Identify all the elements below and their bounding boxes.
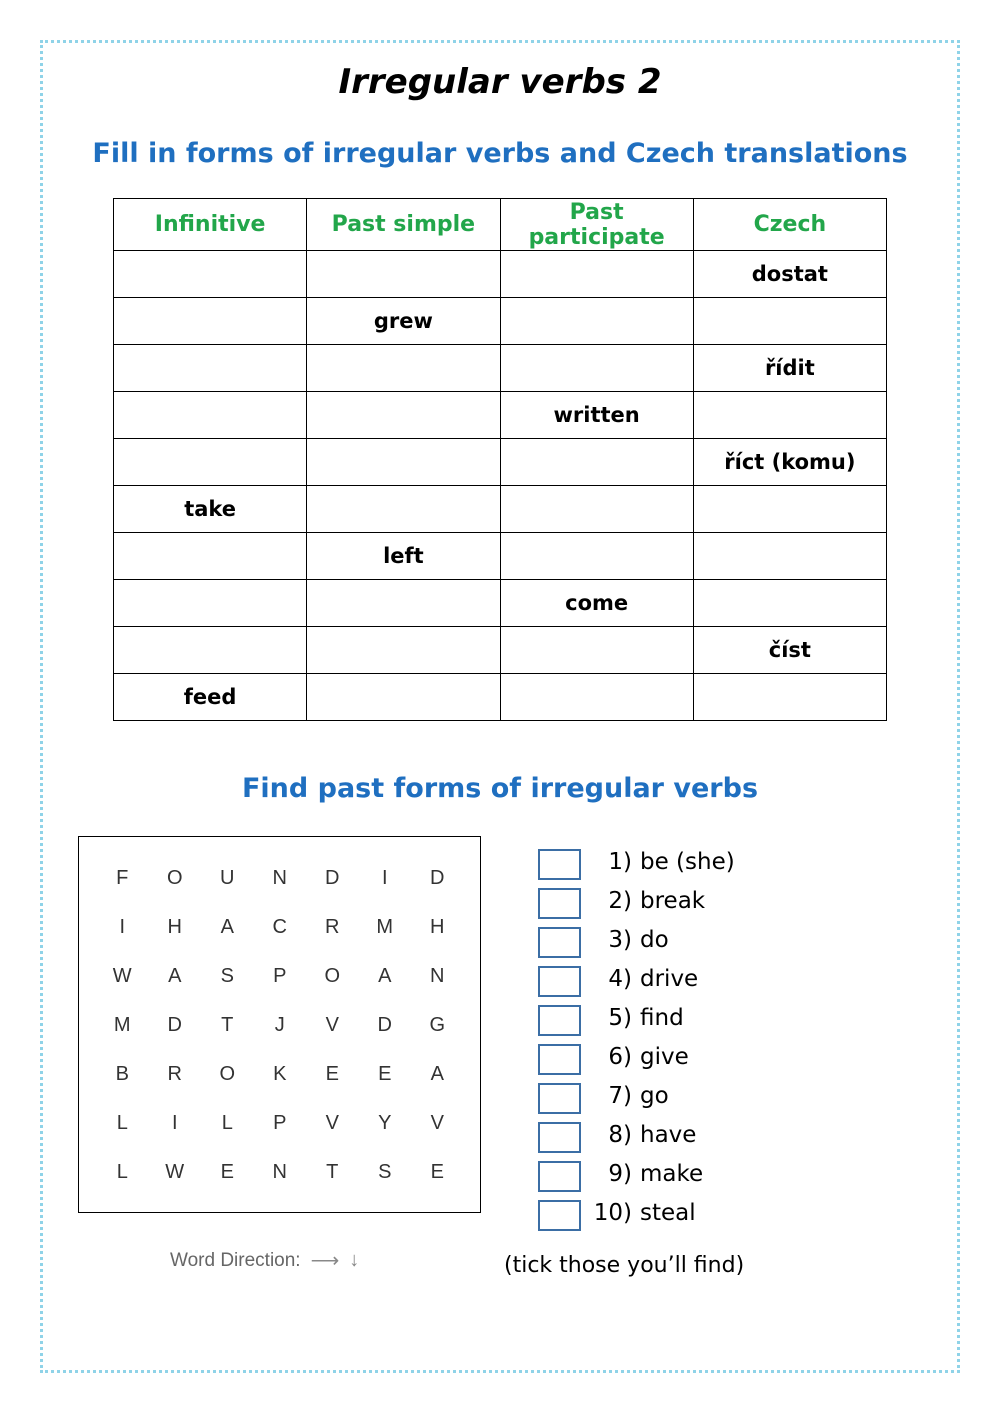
grid-letter[interactable]: E: [378, 1063, 392, 1085]
blank-answer-cell[interactable]: [500, 627, 693, 674]
checklist-number: 10): [593, 1200, 632, 1226]
blank-answer-cell[interactable]: [500, 486, 693, 533]
blank-answer-cell[interactable]: [307, 486, 500, 533]
tick-checkbox[interactable]: [538, 1005, 581, 1036]
grid-letter[interactable]: M: [376, 916, 394, 938]
table-row: [114, 533, 887, 580]
checklist-label: [590, 1122, 800, 1148]
blank-answer-cell[interactable]: [114, 251, 307, 298]
grid-letter[interactable]: K: [273, 1063, 287, 1085]
blank-answer-cell[interactable]: [114, 439, 307, 486]
checklist-item: [538, 963, 838, 1002]
tick-checkbox[interactable]: [538, 1161, 581, 1192]
checklist-label: [590, 1161, 800, 1187]
grid-row: [96, 1152, 464, 1201]
blank-answer-cell[interactable]: [307, 345, 500, 392]
section-heading-fill-in: Fill in forms of irregular verbs and Czech translations: [92, 138, 908, 169]
grid-letter[interactable]: E: [430, 1161, 444, 1183]
tick-checkbox[interactable]: [538, 1122, 581, 1153]
arrow-down-icon: ↓: [349, 1249, 360, 1271]
table-row: [114, 298, 887, 345]
blank-answer-cell[interactable]: [693, 580, 886, 627]
grid-letter[interactable]: N: [272, 867, 287, 889]
grid-row: [96, 907, 464, 956]
blank-answer-cell[interactable]: [307, 251, 500, 298]
grid-letter[interactable]: S: [220, 965, 234, 987]
checklist-label: [590, 966, 800, 992]
blank-answer-cell[interactable]: [500, 298, 693, 345]
arrow-right-icon: ⟶: [310, 1250, 340, 1272]
checklist-item: [538, 885, 838, 924]
tick-note: (tick those you’ll find): [504, 1253, 745, 1278]
table-cell: left: [307, 533, 500, 580]
checklist-word: break: [640, 888, 706, 914]
grid-letter[interactable]: D: [167, 1014, 182, 1036]
blank-answer-cell[interactable]: [693, 298, 886, 345]
grid-row: [96, 956, 464, 1005]
grid-letter[interactable]: L: [116, 1112, 128, 1134]
checklist-number: 2): [608, 888, 632, 914]
blank-answer-cell[interactable]: [693, 392, 886, 439]
checklist-word: have: [640, 1122, 697, 1148]
section-heading-find: Find past forms of irregular verbs: [241, 773, 759, 804]
checklist-word: steal: [640, 1200, 696, 1226]
blank-answer-cell[interactable]: [114, 580, 307, 627]
column-header-past-simple: Past simple: [307, 199, 500, 251]
tick-checkbox[interactable]: [538, 888, 581, 919]
blank-answer-cell[interactable]: [307, 392, 500, 439]
table-row: [114, 251, 887, 298]
checklist-item: [538, 1041, 838, 1080]
table-row: [114, 439, 887, 486]
checklist-number: 5): [608, 1005, 632, 1031]
checklist-item: [538, 1119, 838, 1158]
checklist-number: 9): [608, 1161, 632, 1187]
grid-letter[interactable]: H: [430, 916, 445, 938]
column-header-czech: Czech: [693, 199, 886, 251]
grid-letter[interactable]: W: [165, 1161, 185, 1183]
grid-letter[interactable]: R: [325, 916, 340, 938]
grid-letter[interactable]: E: [220, 1161, 234, 1183]
grid-letter[interactable]: F: [116, 867, 129, 889]
tick-checkbox[interactable]: [538, 849, 581, 880]
checklist-label: [590, 1083, 800, 1109]
checklist-label: [590, 1044, 800, 1070]
blank-answer-cell[interactable]: [500, 674, 693, 721]
grid-letter[interactable]: V: [430, 1112, 444, 1134]
grid-letter[interactable]: Y: [378, 1112, 392, 1134]
table-row: [114, 392, 887, 439]
grid-letter[interactable]: L: [116, 1161, 128, 1183]
blank-answer-cell[interactable]: [693, 674, 886, 721]
grid-letter[interactable]: J: [274, 1014, 285, 1036]
checklist-item: [538, 846, 838, 885]
checklist-item: [538, 1158, 838, 1197]
word-direction-label: Word Direction:: [170, 1249, 301, 1271]
grid-letter[interactable]: T: [221, 1014, 234, 1036]
grid-letter[interactable]: O: [219, 1063, 236, 1085]
table-cell: come: [500, 580, 693, 627]
checklist-word: find: [640, 1005, 684, 1031]
grid-letter[interactable]: D: [325, 867, 340, 889]
checklist-item: [538, 1197, 838, 1236]
grid-letter[interactable]: S: [378, 1161, 392, 1183]
checklist-word: drive: [640, 966, 699, 992]
blank-answer-cell[interactable]: [693, 486, 886, 533]
grid-letter[interactable]: I: [119, 916, 126, 938]
checklist-number: 8): [608, 1122, 632, 1148]
table-row: [114, 674, 887, 721]
table-cell: take: [114, 486, 307, 533]
table-cell: říct (komu): [693, 439, 886, 486]
table-row: [114, 486, 887, 533]
checklist-number: 7): [608, 1083, 632, 1109]
column-header-infinitive: Infinitive: [114, 199, 307, 251]
tick-checkbox[interactable]: [538, 927, 581, 958]
checklist-item: [538, 1080, 838, 1119]
column-header-past-participate: Past participate: [500, 199, 693, 251]
grid-letter[interactable]: W: [112, 965, 132, 987]
grid-letter[interactable]: O: [324, 965, 341, 987]
grid-letter[interactable]: M: [113, 1014, 131, 1036]
checklist-label: [590, 849, 800, 875]
checklist-label: [590, 1200, 800, 1226]
table-row: [114, 345, 887, 392]
verb-checklist: [538, 846, 838, 1236]
checklist-word: go: [640, 1083, 669, 1109]
checklist-word: be (she): [640, 849, 735, 875]
checklist-word: make: [640, 1161, 704, 1187]
blank-answer-cell[interactable]: [114, 345, 307, 392]
blank-answer-cell[interactable]: [500, 439, 693, 486]
checklist-item: [538, 924, 838, 963]
grid-letter[interactable]: C: [272, 916, 287, 938]
blank-answer-cell[interactable]: [500, 345, 693, 392]
checklist-word: do: [640, 927, 669, 953]
grid-letter[interactable]: U: [220, 867, 235, 889]
checklist-label: [590, 927, 800, 953]
grid-letter[interactable]: D: [377, 1014, 392, 1036]
tick-checkbox[interactable]: [538, 966, 581, 997]
tick-checkbox[interactable]: [538, 1044, 581, 1075]
checklist-word: give: [640, 1044, 689, 1070]
grid-letter[interactable]: I: [381, 867, 388, 889]
blank-answer-cell[interactable]: [307, 674, 500, 721]
grid-letter[interactable]: B: [115, 1063, 129, 1085]
table-cell: číst: [693, 627, 886, 674]
word-search-grid: [78, 836, 481, 1213]
table-cell: dostat: [693, 251, 886, 298]
blank-answer-cell[interactable]: [307, 580, 500, 627]
grid-letter[interactable]: G: [429, 1014, 446, 1036]
grid-row: [96, 1054, 464, 1103]
table-cell: feed: [114, 674, 307, 721]
tick-checkbox[interactable]: [538, 1083, 581, 1114]
checklist-label: [590, 888, 800, 914]
checklist-label: [590, 1005, 800, 1031]
table-cell: řídit: [693, 345, 886, 392]
grid-letter[interactable]: P: [273, 965, 287, 987]
grid-letter[interactable]: O: [166, 867, 183, 889]
table-cell: written: [500, 392, 693, 439]
blank-answer-cell[interactable]: [307, 439, 500, 486]
blank-answer-cell[interactable]: [114, 298, 307, 345]
blank-answer-cell[interactable]: [500, 251, 693, 298]
table-header-row: [114, 199, 887, 251]
checklist-number: 4): [608, 966, 632, 992]
grid-letter[interactable]: R: [167, 1063, 182, 1085]
grid-letter[interactable]: V: [325, 1014, 339, 1036]
grid-letter[interactable]: H: [167, 916, 182, 938]
grid-letter[interactable]: A: [220, 916, 234, 938]
grid-letter[interactable]: L: [221, 1112, 233, 1134]
grid-letter[interactable]: D: [430, 867, 445, 889]
blank-answer-cell[interactable]: [114, 533, 307, 580]
word-direction: [170, 1248, 359, 1273]
verb-forms-table: [113, 198, 887, 721]
table-cell: grew: [307, 298, 500, 345]
grid-letter[interactable]: P: [273, 1112, 287, 1134]
blank-answer-cell[interactable]: [114, 627, 307, 674]
blank-answer-cell[interactable]: [307, 627, 500, 674]
grid-letter[interactable]: V: [325, 1112, 339, 1134]
checklist-number: 1): [608, 849, 632, 875]
grid-letter[interactable]: A: [168, 965, 182, 987]
grid-row: [96, 1103, 464, 1152]
grid-letter[interactable]: A: [378, 965, 392, 987]
grid-letter[interactable]: A: [430, 1063, 444, 1085]
checklist-number: 3): [608, 927, 632, 953]
grid-row: [96, 858, 464, 907]
blank-answer-cell[interactable]: [500, 533, 693, 580]
checklist-item: [538, 1002, 838, 1041]
grid-letter[interactable]: T: [326, 1161, 339, 1183]
grid-letter[interactable]: N: [272, 1161, 287, 1183]
page-title: Irregular verbs 2: [338, 62, 662, 102]
blank-answer-cell[interactable]: [114, 392, 307, 439]
tick-checkbox[interactable]: [538, 1200, 581, 1231]
blank-answer-cell[interactable]: [693, 533, 886, 580]
table-row: [114, 627, 887, 674]
table-row: [114, 580, 887, 627]
grid-row: [96, 1005, 464, 1054]
grid-letter[interactable]: E: [325, 1063, 339, 1085]
grid-letter[interactable]: N: [430, 965, 445, 987]
grid-letter[interactable]: I: [171, 1112, 178, 1134]
checklist-number: 6): [608, 1044, 632, 1070]
